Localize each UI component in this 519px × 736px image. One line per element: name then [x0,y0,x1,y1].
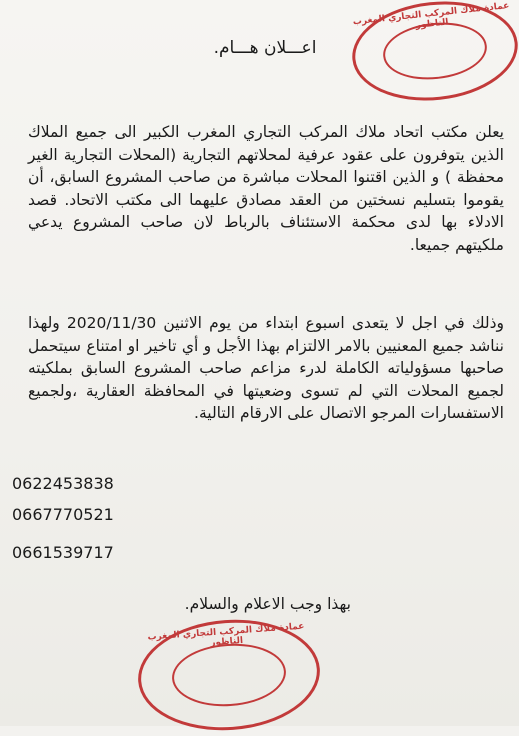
official-stamp-bottom [134,614,323,736]
phone-number: 0667770521 [12,505,114,524]
phone-number: 0661539717 [12,543,114,562]
announcement-title: اعـــلان هـــام. [213,38,317,58]
phone-number: 0622453838 [12,474,114,493]
stamp-ring-text: عمادة ملاك المركب التجاري المغرب الناظور [147,621,305,649]
stamp-ring-text: عمادة ملاك المركب التجاري المغرب الناظور [352,1,510,31]
closing-line: بهذا وجب الاعلام والسلام. [184,595,351,613]
stamp-inner [170,640,287,710]
paragraph-deadline: وذلك في اجل لا يتعدى اسبوع ابتداء من يوم الاثنين 2020/11/30 ولهذا نناشد جميع المعنيين بالامر الالتزام بهذا الأجل و أي تاخير او امتناع سيتحمل صاحبها مسؤولياته الكاملة لدرء مزاعم صاحب المشروع السابق بملكيته لجميع المحلات التي لم تسوى وضعيتها في المحافظة العقارية ،ولجميع الاستفسارات المرجو الاتصال على الارقام التالية. [28,314,504,423]
official-stamp-top [347,0,519,108]
paragraph-intro: يعلن مكتب اتحاد ملاك المركب التجاري المغرب الكبير الى جميع الملاك الذين يتوفرون على عقود عرفية لمحلاتهم التجارية (المحلات التجارية الغير محفظة ) و الذين اقتنوا المحلات مباشرة من صاحب المشروع السابق، أن يقوموا بتسليم نسختين من العقد مصادق عليهما الى مكتب الاتحاد. قصد الادلاء بها لدى محكمة الاستئناف بالرباط لان صاحب المشروع يدعي ملكيتهم جميعا. [28,123,504,254]
